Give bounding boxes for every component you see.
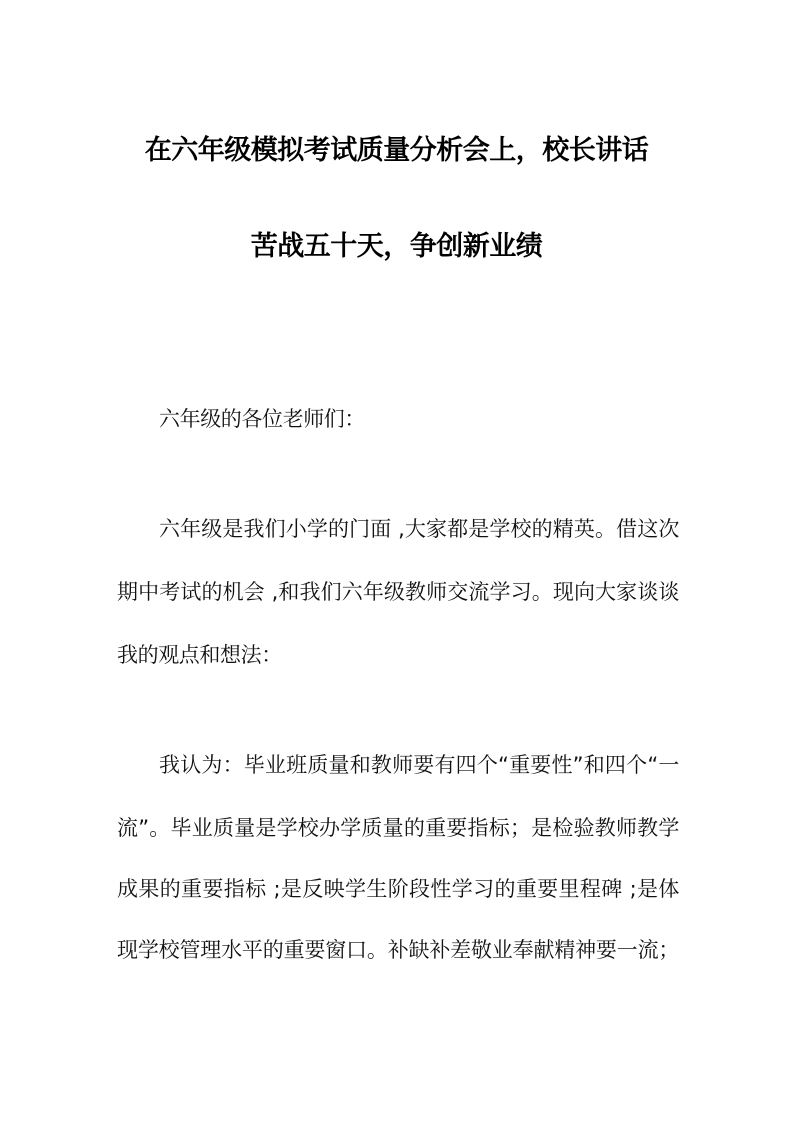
text-line: 流”。毕业质量是学校办学质量的重要指标；是检验教师教学 (117, 816, 679, 840)
text-line: 现学校管理水平的重要窗口。补缺补差敬业奉献精神要一流； (117, 938, 679, 962)
document-subtitle: 苦战五十天，争创新业绩 (250, 231, 543, 262)
text-line: 我认为：毕业班质量和教师要有四个“重要性”和四个“一 (159, 753, 679, 777)
text-line: 六年级的各位老师们： (159, 407, 365, 431)
text-line: 六年级是我们小学的门面 ,大家都是学校的精英。借这次 (159, 517, 679, 541)
text-line: 我的观点和想法： (117, 643, 282, 667)
text-line: 期中考试的机会 ,和我们六年级教师交流学习。现向大家谈谈 (117, 580, 679, 604)
text-line: 成果的重要指标 ;是反映学生阶段性学习的重要里程碑 ;是体 (117, 877, 679, 901)
document-title: 在六年级模拟考试质量分析会上，校长讲话 (144, 135, 649, 166)
